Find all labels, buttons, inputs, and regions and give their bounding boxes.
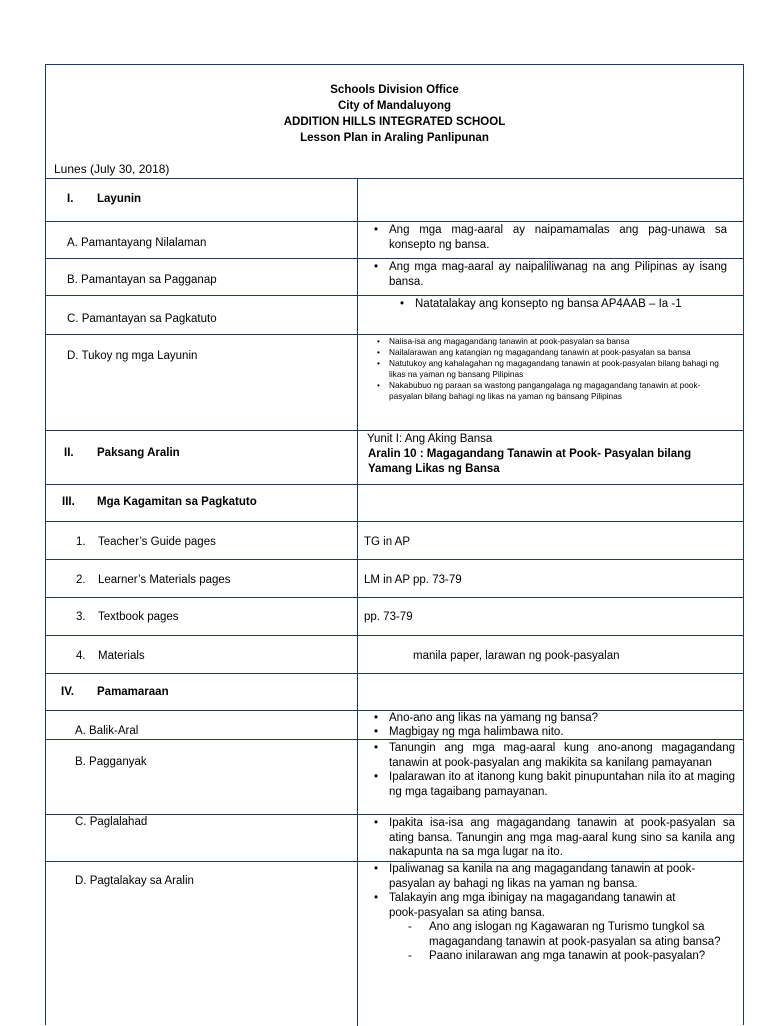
- bullet-item: • Ano-ano ang likas na yamang ng bansa?: [360, 711, 735, 725]
- section-number: I.: [67, 193, 74, 205]
- row-label: B. Pamantayan sa Pagganap: [67, 274, 217, 286]
- subject-title: Lesson Plan in Araling Panlipunan: [300, 132, 489, 144]
- item-label: Textbook pages: [98, 611, 179, 623]
- section-number: IV.: [61, 686, 75, 698]
- row-label: D. Tukoy ng mga Layunin: [67, 350, 198, 362]
- item-number: 4.: [76, 650, 86, 662]
- item-label: Materials: [98, 650, 145, 662]
- section-label: Mga Kagamitan sa Pagkatuto: [97, 496, 257, 508]
- row-learners-materials: [46, 559, 743, 597]
- row-materials: [46, 635, 743, 673]
- row-pamantayang-nilalaman: [46, 221, 743, 258]
- row-paglalahad: [46, 814, 743, 861]
- item-value: LM in AP pp. 73-79: [364, 574, 462, 586]
- row-teachers-guide: [46, 521, 743, 559]
- row-balik-aral: [46, 710, 743, 739]
- lesson-title: Aralin 10 : Magagandang Tanawin at Pook- Pasyalan bilang Yamang Likas ng Bansa: [368, 448, 692, 475]
- row-label: C. Paglalahad: [75, 816, 148, 828]
- objective-item: • Nailalarawan ang katangian ng magagandang tanawin at pook-pasyalan sa bansa: [360, 347, 723, 358]
- row-textbook: [46, 597, 743, 635]
- item-number: 2.: [76, 574, 86, 586]
- section-number: II.: [64, 447, 74, 459]
- row-label: D. Pagtalakay sa Aralin: [75, 875, 194, 887]
- objective-item: • Natutukoy ang kahalagahan ng magagandang tanawin at pook-pasyalan bilang bahagi ng likas na yaman ng bansang Pilipinas: [360, 358, 723, 380]
- section-label: Layunin: [97, 193, 142, 205]
- row-layunin: [46, 178, 743, 221]
- dash-item: - Paano inilarawan ang mga tanawin at pook-pasyalan?: [402, 949, 735, 964]
- bullet-item: • Ipaliwanag sa kanila na ang magagandang tanawin at pook-pasyalan ay bahagi ng likas na yaman ng bansa.: [360, 862, 705, 891]
- row-pagganyak: [46, 739, 743, 814]
- bullet-item: • Natatalakay ang konsepto ng bansa AP4AAB – Ia -1: [386, 297, 735, 312]
- unit-title: Yunit I: Ang Aking Bansa: [367, 433, 493, 445]
- bullet-item: • Ipakita isa-isa ang magagandang tanawin at pook-pasyalan sa ating bansa. Tanungin ang mga mag-aaral kung sino sa kanila ang nakapunta na sa mga lugar na ito.: [360, 816, 735, 860]
- lesson-date: Lunes (July 30, 2018): [54, 162, 170, 176]
- section-label: Paksang Aralin: [97, 447, 180, 459]
- item-number: 1.: [76, 536, 86, 548]
- item-value: pp. 73-79: [364, 611, 413, 623]
- item-number: 3.: [76, 611, 86, 623]
- school-title: ADDITION HILLS INTEGRATED SCHOOL: [283, 116, 506, 128]
- document-header: [46, 65, 743, 146]
- objective-item: • Nakabubuo ng paraan sa wastong pangangalaga ng magagandang tanawin at pook-pasyalan bilang bahagi ng likas na yaman ng bansang Pilipinas: [360, 380, 723, 402]
- item-value: manila paper, larawan ng pook-pasyalan: [413, 650, 620, 662]
- bullet-item: • Tanungin ang mga mag-aaral kung ano-anong magagandang tanawin at pook-pasyalan ang makikita sa kanilang pamayanan: [360, 741, 735, 770]
- row-paksang-aralin: [46, 430, 743, 484]
- bullet-item: • Magbigay ng mga halimbawa nito.: [360, 725, 735, 739]
- bullet-item: • Ipalarawan ito at itanong kung bakit pinupuntahan nila ito at maging ng mga tagaibang pamayanan.: [360, 770, 735, 799]
- row-pamamaraan: [46, 673, 743, 710]
- row-tukoy-layunin: [46, 334, 743, 430]
- row-kagamitan: [46, 484, 743, 521]
- section-number: III.: [62, 496, 75, 508]
- row-pamantayan-pagganap: [46, 258, 743, 295]
- office-title: Schools Division Office: [330, 84, 459, 96]
- objective-item: • Naiisa-isa ang magagandang tanawin at pook-pasyalan sa bansa: [360, 336, 723, 347]
- dash-item: - Ano ang islogan ng Kagawaran ng Turismo tungkol sa magagandang tanawin at pook-pasyalan sa ating bansa?: [402, 920, 735, 949]
- row-pamantayan-pagkatuto: [46, 295, 743, 334]
- row-pagtalakay: [46, 861, 743, 1026]
- bullet-item: • Ang mga mag-aaral ay naipamamalas ang pag-unawa sa konsepto ng bansa.: [360, 223, 727, 253]
- item-value: TG in AP: [364, 536, 411, 548]
- row-label: B. Pagganyak: [75, 756, 147, 768]
- city-title: City of Mandaluyong: [337, 100, 452, 112]
- lesson-plan-table: [45, 64, 744, 1025]
- row-label: C. Pamantayan sa Pagkatuto: [67, 313, 217, 325]
- row-label: A. Pamantayang Nilalaman: [67, 237, 207, 249]
- section-label: Pamamaraan: [97, 686, 169, 698]
- row-label: A. Balik-Aral: [75, 725, 139, 737]
- bullet-item: • Talakayin ang mga ibinigay na magagandang tanawin at pook-pasyalan sa ating bansa.: [360, 891, 705, 920]
- item-label: Learner’s Materials pages: [98, 574, 231, 586]
- item-label: Teacher’s Guide pages: [98, 536, 216, 548]
- bullet-item: • Ang mga mag-aaral ay naipaliliwanag na ang Pilipinas ay isang bansa.: [360, 260, 727, 290]
